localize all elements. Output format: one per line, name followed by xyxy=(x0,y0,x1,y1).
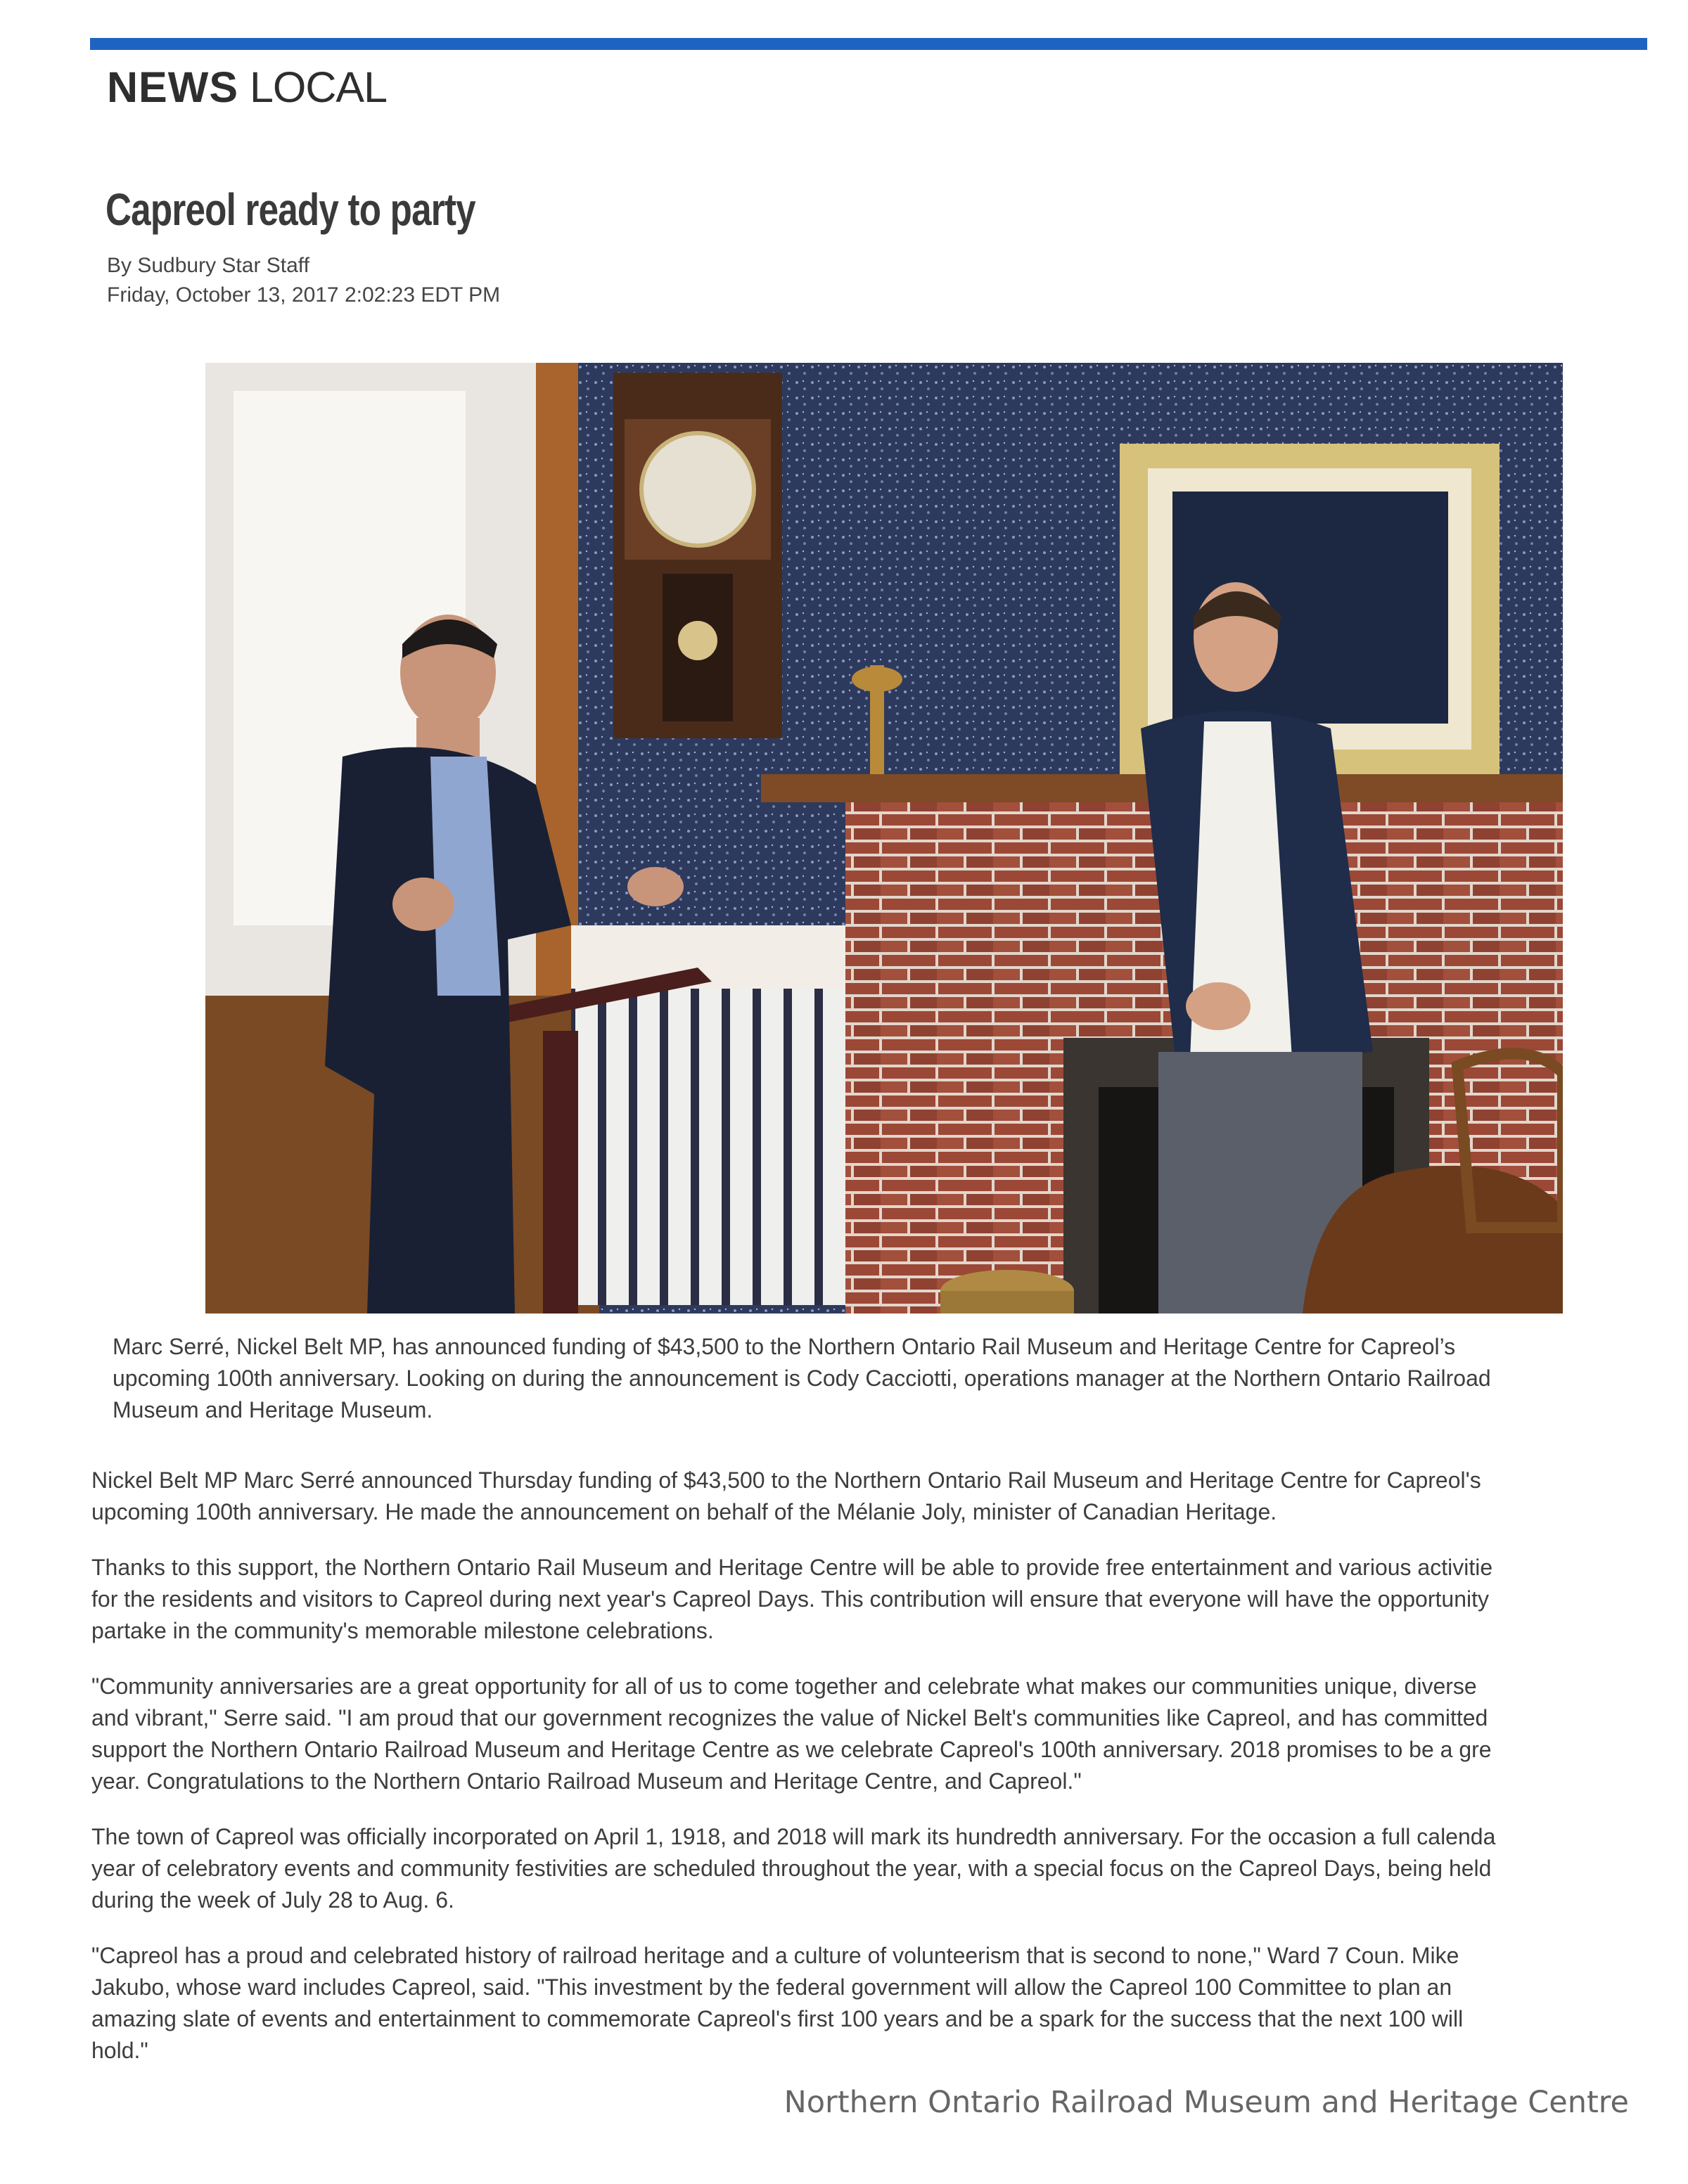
paragraph xyxy=(91,1671,1647,1797)
photo-caption xyxy=(113,1331,1647,1426)
section-primary: NEWS xyxy=(107,63,238,111)
section-label xyxy=(107,62,387,113)
caption-line: Museum and Heritage Museum. xyxy=(113,1397,433,1422)
text-line: amazing slate of events and entertainment to commemorate Capreol's first 100 years and be a spark for the success that the next 100 will xyxy=(91,2006,1464,2031)
paragraph xyxy=(91,1465,1647,1528)
text-line: for the residents and visitors to Capreol during next year's Capreol Days. This contribution will ensure that everyone will have the opportunity xyxy=(91,1586,1489,1612)
paragraph xyxy=(91,1940,1647,2067)
photo-illustration xyxy=(205,363,1563,1313)
text-line: Nickel Belt MP Marc Serré announced Thursday funding of $43,500 to the Northern Ontario Rail Museum and Heritage Centre for Capreol's xyxy=(91,1467,1481,1493)
section-secondary: LOCAL xyxy=(249,63,387,111)
article-title: Capreol ready to party xyxy=(106,184,475,235)
author: By Sudbury Star Staff xyxy=(107,254,309,277)
text-line: Jakubo, whose ward includes Capreol, said. "This investment by the federal government will allow the Capreol 100 Committee to plan an xyxy=(91,1974,1452,2000)
source-footer: Northern Ontario Railroad Museum and Heritage Centre xyxy=(784,2085,1629,2120)
text-line: "Capreol has a proud and celebrated history of railroad heritage and a culture of volunteerism that is second to none," Ward 7 Coun. Mike xyxy=(91,1943,1459,1968)
text-line: Thanks to this support, the Northern Ontario Rail Museum and Heritage Centre will be able to provide free entertainment and various activitie xyxy=(91,1555,1493,1580)
accent-bar xyxy=(90,38,1647,50)
article-photo xyxy=(205,363,1563,1313)
publish-date: Friday, October 13, 2017 2:02:23 EDT PM xyxy=(107,283,501,307)
text-line: during the week of July 28 to Aug. 6. xyxy=(91,1887,454,1913)
paragraph xyxy=(91,1552,1647,1647)
byline xyxy=(107,251,500,310)
text-line: "Community anniversaries are a great opportunity for all of us to come together and celebrate what makes our communities unique, diverse xyxy=(91,1674,1477,1699)
caption-line: Marc Serré, Nickel Belt MP, has announced funding of $43,500 to the Northern Ontario Rail Museum and Heritage Centre for Capreol’s xyxy=(113,1334,1456,1359)
text-line: The town of Capreol was officially incorporated on April 1, 1918, and 2018 will mark its hundredth anniversary. For the occasion a full calenda xyxy=(91,1824,1496,1849)
text-line: hold." xyxy=(91,2038,148,2063)
caption-line: upcoming 100th anniversary. Looking on during the announcement is Cody Cacciotti, operations manager at the Northern Ontario Railroad xyxy=(113,1366,1491,1391)
article-body xyxy=(91,1465,1647,2090)
text-line: upcoming 100th anniversary. He made the announcement on behalf of the Mélanie Joly, minister of Canadian Heritage. xyxy=(91,1499,1277,1524)
text-line: support the Northern Ontario Railroad Museum and Heritage Centre as we celebrate Capreol's 100th anniversary. 2018 promises to be a gre xyxy=(91,1737,1492,1762)
paragraph xyxy=(91,1821,1647,1916)
text-line: and vibrant," Serre said. "I am proud that our government recognizes the value of Nickel Belt's communities like Capreol, and has committed xyxy=(91,1705,1488,1730)
text-line: year of celebratory events and community festivities are scheduled throughout the year, with a special focus on the Capreol Days, being held xyxy=(91,1856,1492,1881)
text-line: year. Congratulations to the Northern Ontario Railroad Museum and Heritage Centre, and Capreol." xyxy=(91,1768,1082,1794)
text-line: partake in the community's memorable milestone celebrations. xyxy=(91,1618,714,1643)
